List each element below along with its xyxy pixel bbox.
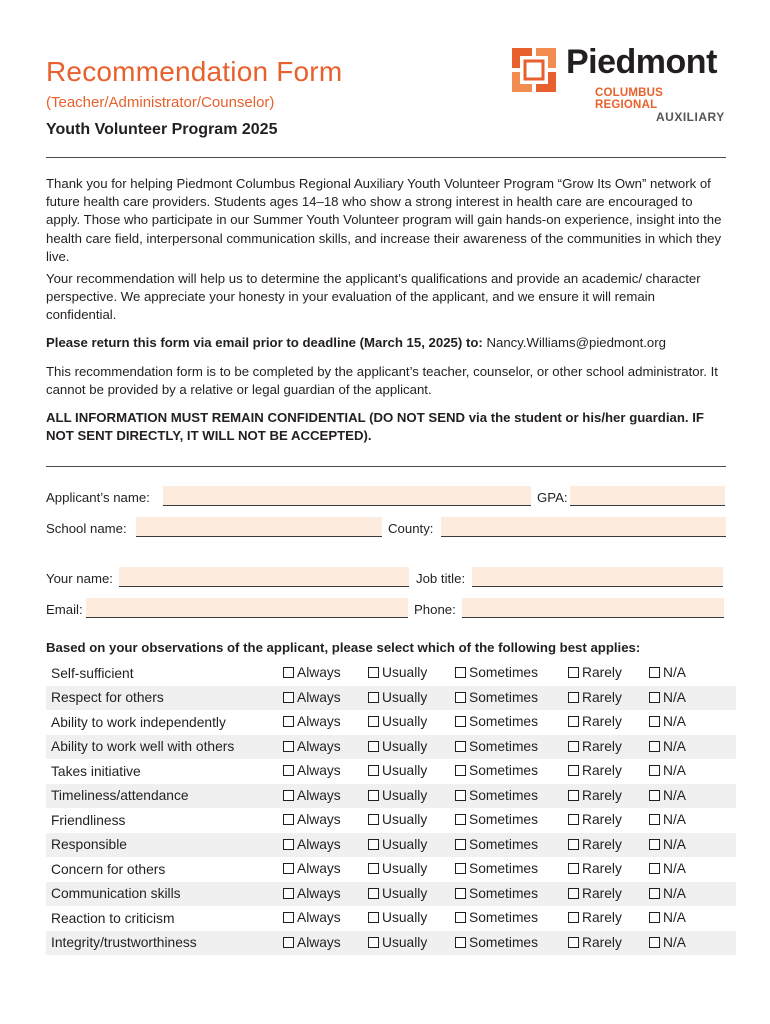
rating-option-label: Always <box>297 812 341 828</box>
rating-option-cell <box>568 784 649 809</box>
confidential-notice: ALL INFORMATION MUST REMAIN CONFIDENTIAL (DO NOT SEND via the student or his/her guardian. IF NOT SENT DIRECTLY, IT WILL NOT BE ACCEPTED). <box>46 410 704 444</box>
rating-option-label: Usually <box>382 763 428 779</box>
rating-option-na[interactable] <box>649 886 686 901</box>
checkbox-icon[interactable] <box>283 814 294 825</box>
piedmont-logo <box>512 43 726 126</box>
rating-option-cell <box>568 833 649 858</box>
rating-option-cell <box>283 784 368 809</box>
logo-auxiliary: AUXILIARY <box>656 110 725 124</box>
checkbox-icon[interactable] <box>283 667 294 678</box>
rating-option-label: Sometimes <box>469 787 539 803</box>
rating-option-sometimes[interactable] <box>455 739 538 754</box>
rating-option-usually[interactable] <box>368 861 427 876</box>
checkbox-icon[interactable] <box>568 765 579 776</box>
rating-row <box>46 686 736 711</box>
rating-option-usually[interactable] <box>368 714 427 729</box>
rating-option-label: Usually <box>382 665 428 681</box>
rating-option-na[interactable] <box>649 788 686 803</box>
rating-option-cell <box>283 833 368 858</box>
checkbox-icon[interactable] <box>455 814 466 825</box>
rating-option-na[interactable] <box>649 714 686 729</box>
rating-trait-label: Respect for others <box>46 686 283 711</box>
rating-option-na[interactable] <box>649 910 686 925</box>
rating-option-label: Usually <box>382 885 428 901</box>
rating-option-label: Always <box>297 934 341 950</box>
rating-option-cell <box>368 735 455 760</box>
rating-option-label: Rarely <box>582 861 622 877</box>
section-divider <box>46 466 726 467</box>
rating-option-always[interactable] <box>283 910 341 925</box>
rating-option-label: N/A <box>663 910 686 926</box>
gpa-input[interactable] <box>570 486 725 506</box>
email-label: Email: <box>46 602 83 617</box>
rating-option-label: Always <box>297 885 341 901</box>
checkbox-icon[interactable] <box>368 937 379 948</box>
checkbox-icon[interactable] <box>568 937 579 948</box>
rating-option-cell <box>368 808 455 833</box>
rating-option-label: Rarely <box>582 689 622 705</box>
rating-option-cell <box>368 906 455 931</box>
rating-trait-label: Communication skills <box>46 882 283 907</box>
rating-option-label: Always <box>297 714 341 730</box>
rating-table <box>46 661 736 955</box>
checkbox-icon[interactable] <box>283 912 294 923</box>
rating-option-usually[interactable] <box>368 763 427 778</box>
rating-option-label: Always <box>297 665 341 681</box>
rating-option-label: Always <box>297 763 341 779</box>
rating-option-label: Rarely <box>582 714 622 730</box>
intro-paragraph-4: This recommendation form is to be completed by the applicant’s teacher, counselor, or other school administrator. It cannot be provided by a relative or legal guardian of the applicant. <box>46 364 718 398</box>
rating-option-label: Usually <box>382 714 428 730</box>
rating-trait-label: Timeliness/attendance <box>46 784 283 809</box>
rating-option-label: N/A <box>663 787 686 803</box>
rating-option-label: Rarely <box>582 812 622 828</box>
your-name-label: Your name: <box>46 571 113 586</box>
checkbox-icon[interactable] <box>455 937 466 948</box>
rating-option-cell <box>649 882 736 907</box>
rating-trait-label: Ability to work well with others <box>46 735 283 760</box>
rating-row <box>46 735 736 760</box>
rating-option-label: N/A <box>663 812 686 828</box>
rating-option-cell <box>455 710 568 735</box>
checkbox-icon[interactable] <box>368 839 379 850</box>
rating-option-label: N/A <box>663 836 686 852</box>
rating-option-cell <box>455 833 568 858</box>
rating-option-cell <box>283 857 368 882</box>
rating-option-label: Sometimes <box>469 738 539 754</box>
rating-option-always[interactable] <box>283 739 341 754</box>
rating-option-rarely[interactable] <box>568 788 622 803</box>
rating-option-label: Sometimes <box>469 714 539 730</box>
checkbox-icon[interactable] <box>455 667 466 678</box>
rating-option-sometimes[interactable] <box>455 714 538 729</box>
rating-option-cell <box>455 735 568 760</box>
rating-option-usually[interactable] <box>368 690 427 705</box>
checkbox-icon[interactable] <box>649 790 660 801</box>
checkbox-icon[interactable] <box>568 741 579 752</box>
checkbox-icon[interactable] <box>368 741 379 752</box>
rating-option-cell <box>649 735 736 760</box>
rating-option-sometimes[interactable] <box>455 837 538 852</box>
rating-option-always[interactable] <box>283 690 341 705</box>
rating-option-label: Sometimes <box>469 763 539 779</box>
rating-option-label: Always <box>297 689 341 705</box>
rating-option-label: N/A <box>663 738 686 754</box>
rating-option-rarely[interactable] <box>568 886 622 901</box>
rating-option-sometimes[interactable] <box>455 665 538 680</box>
checkbox-icon[interactable] <box>649 814 660 825</box>
rating-option-cell <box>283 882 368 907</box>
checkbox-icon[interactable] <box>649 863 660 874</box>
checkbox-icon[interactable] <box>368 667 379 678</box>
checkbox-icon[interactable] <box>283 888 294 899</box>
rating-option-sometimes[interactable] <box>455 910 538 925</box>
rating-option-label: Always <box>297 861 341 877</box>
rating-row <box>46 784 736 809</box>
rating-option-cell <box>649 833 736 858</box>
rating-row <box>46 931 736 956</box>
rating-option-label: Rarely <box>582 738 622 754</box>
checkbox-icon[interactable] <box>649 937 660 948</box>
return-instructions <box>46 334 726 352</box>
rating-option-label: N/A <box>663 665 686 681</box>
rating-option-cell <box>368 759 455 784</box>
checkbox-icon[interactable] <box>568 814 579 825</box>
rating-option-sometimes[interactable] <box>455 763 538 778</box>
rating-option-label: N/A <box>663 861 686 877</box>
rating-row <box>46 759 736 784</box>
rating-option-cell <box>649 759 736 784</box>
checkbox-icon[interactable] <box>283 716 294 727</box>
checkbox-icon[interactable] <box>283 863 294 874</box>
checkbox-icon[interactable] <box>649 765 660 776</box>
rating-row <box>46 808 736 833</box>
rating-option-label: Sometimes <box>469 910 539 926</box>
rating-option-cell <box>568 686 649 711</box>
rating-option-label: Usually <box>382 836 428 852</box>
rating-option-sometimes[interactable] <box>455 690 538 705</box>
rating-option-cell <box>568 735 649 760</box>
rating-option-label: Usually <box>382 738 428 754</box>
program-name: Youth Volunteer Program 2025 <box>46 121 278 138</box>
checkbox-icon[interactable] <box>568 667 579 678</box>
rating-option-label: Always <box>297 787 341 803</box>
rating-option-sometimes[interactable] <box>455 935 538 950</box>
rating-option-rarely[interactable] <box>568 739 622 754</box>
rating-option-label: N/A <box>663 763 686 779</box>
rating-option-rarely[interactable] <box>568 763 622 778</box>
job-title-input[interactable] <box>472 567 723 587</box>
rating-option-label: N/A <box>663 934 686 950</box>
phone-input[interactable] <box>462 598 724 618</box>
rating-option-cell <box>283 710 368 735</box>
rating-option-cell <box>455 931 568 956</box>
rating-option-label: Usually <box>382 910 428 926</box>
rating-row <box>46 906 736 931</box>
checkbox-icon[interactable] <box>455 839 466 850</box>
rating-option-cell <box>568 857 649 882</box>
checkbox-icon[interactable] <box>649 741 660 752</box>
rating-option-sometimes[interactable] <box>455 812 538 827</box>
rating-option-label: Usually <box>382 812 428 828</box>
rating-option-na[interactable] <box>649 837 686 852</box>
rating-option-label: Rarely <box>582 665 622 681</box>
rating-option-na[interactable] <box>649 763 686 778</box>
rating-option-label: Rarely <box>582 836 622 852</box>
checkbox-icon[interactable] <box>368 912 379 923</box>
rating-trait-label: Integrity/trustworthiness <box>46 931 283 956</box>
header-divider <box>46 157 726 158</box>
rating-option-label: Sometimes <box>469 812 539 828</box>
rating-option-label: Sometimes <box>469 689 539 705</box>
checkbox-icon[interactable] <box>649 692 660 703</box>
checkbox-icon[interactable] <box>455 716 466 727</box>
rating-option-cell <box>283 808 368 833</box>
checkbox-icon[interactable] <box>283 692 294 703</box>
rating-trait-label: Reaction to criticism <box>51 910 175 926</box>
return-email: Nancy.Williams@piedmont.org <box>482 335 666 350</box>
checkbox-icon[interactable] <box>568 692 579 703</box>
rating-option-cell <box>568 661 649 686</box>
rating-option-label: Sometimes <box>469 836 539 852</box>
rating-option-cell <box>283 686 368 711</box>
checkbox-icon[interactable] <box>283 937 294 948</box>
rating-row <box>46 710 736 735</box>
rating-option-sometimes[interactable] <box>455 788 538 803</box>
rating-option-na[interactable] <box>649 690 686 705</box>
rating-option-label: Sometimes <box>469 861 539 877</box>
rating-option-cell <box>649 906 736 931</box>
rating-option-label: Rarely <box>582 885 622 901</box>
applicant-name-input[interactable] <box>163 486 531 506</box>
rating-trait-label: Self-sufficient <box>51 665 134 681</box>
rating-option-rarely[interactable] <box>568 690 622 705</box>
your-name-input[interactable] <box>119 567 409 587</box>
checkbox-icon[interactable] <box>649 716 660 727</box>
checkbox-icon[interactable] <box>568 863 579 874</box>
logo-name: Piedmont <box>566 43 717 81</box>
rating-row <box>46 661 736 686</box>
rating-option-cell <box>649 808 736 833</box>
rating-option-usually[interactable] <box>368 739 427 754</box>
rating-option-cell <box>455 906 568 931</box>
checkbox-icon[interactable] <box>283 790 294 801</box>
intro-paragraph-1: Thank you for helping Piedmont Columbus Regional Auxiliary Youth Volunteer Program “Grow Its Own” network of future health care providers. Students ages 14–18 who show a strong interest in health care are encouraged to apply. Those who participate in our Summer Youth Volunteer program will gain hands-on experience, insight into the health care field, interpersonal communication skills, and increase their awareness of the communities in which they live. <box>46 176 722 264</box>
job-title-label: Job title: <box>416 571 466 586</box>
piedmont-logo-icon <box>512 48 556 92</box>
rating-option-always[interactable] <box>283 763 341 778</box>
rating-option-cell <box>649 857 736 882</box>
logo-subtitle: COLUMBUS REGIONAL <box>595 87 664 111</box>
rating-option-cell <box>649 710 736 735</box>
gpa-label: GPA: <box>537 490 568 505</box>
checkbox-icon[interactable] <box>368 765 379 776</box>
checkbox-icon[interactable] <box>455 888 466 899</box>
rating-option-cell <box>368 784 455 809</box>
school-name-input[interactable] <box>136 517 382 537</box>
rating-option-usually[interactable] <box>368 910 427 925</box>
checkbox-icon[interactable] <box>368 814 379 825</box>
checkbox-icon[interactable] <box>455 790 466 801</box>
rating-option-cell <box>368 686 455 711</box>
rating-trait-label: Takes initiative <box>51 763 141 779</box>
rating-option-sometimes[interactable] <box>455 886 538 901</box>
rating-row <box>46 857 736 882</box>
rating-trait-label: Concern for others <box>51 861 166 877</box>
rating-row <box>46 833 736 858</box>
rating-option-na[interactable] <box>649 935 686 950</box>
rating-option-label: Always <box>297 910 341 926</box>
rating-option-always[interactable] <box>283 665 341 680</box>
rating-option-cell <box>283 906 368 931</box>
rating-option-cell <box>455 661 568 686</box>
applicant-name-label: Applicant’s name: <box>46 490 150 505</box>
checkbox-icon[interactable] <box>568 912 579 923</box>
checkbox-icon[interactable] <box>649 912 660 923</box>
rating-option-always[interactable] <box>283 935 341 950</box>
rating-option-cell <box>283 661 368 686</box>
rating-option-rarely[interactable] <box>568 812 622 827</box>
rating-trait-label: Friendliness <box>51 812 126 828</box>
rating-option-cell <box>283 931 368 956</box>
rating-option-cell <box>368 661 455 686</box>
checkbox-icon[interactable] <box>649 888 660 899</box>
rating-option-always[interactable] <box>283 861 341 876</box>
rating-option-label: Sometimes <box>469 665 539 681</box>
rating-option-cell <box>649 784 736 809</box>
rating-option-usually[interactable] <box>368 886 427 901</box>
checkbox-icon[interactable] <box>283 765 294 776</box>
rating-option-usually[interactable] <box>368 788 427 803</box>
rating-option-label: Rarely <box>582 934 622 950</box>
county-label: County: <box>388 521 434 536</box>
rating-option-na[interactable] <box>649 861 686 876</box>
rating-option-cell <box>455 686 568 711</box>
rating-option-cell <box>568 710 649 735</box>
checkbox-icon[interactable] <box>455 912 466 923</box>
rating-option-rarely[interactable] <box>568 910 622 925</box>
rating-option-label: N/A <box>663 689 686 705</box>
rating-option-cell <box>649 686 736 711</box>
rating-option-always[interactable] <box>283 886 341 901</box>
school-name-label: School name: <box>46 521 127 536</box>
rating-option-usually[interactable] <box>368 812 427 827</box>
checkbox-icon[interactable] <box>368 692 379 703</box>
rating-option-cell <box>568 931 649 956</box>
rating-option-cell <box>283 735 368 760</box>
rating-option-label: Sometimes <box>469 885 539 901</box>
rating-option-always[interactable] <box>283 788 341 803</box>
checkbox-icon[interactable] <box>455 863 466 874</box>
rating-option-rarely[interactable] <box>568 837 622 852</box>
rating-option-cell <box>649 931 736 956</box>
email-input[interactable] <box>86 598 408 618</box>
form-title: Recommendation Form <box>46 56 343 87</box>
rating-option-cell <box>455 759 568 784</box>
rating-option-label: Sometimes <box>469 934 539 950</box>
return-deadline: Please return this form via email prior to deadline (March 15, 2025) to: <box>46 335 483 350</box>
checkbox-icon[interactable] <box>649 667 660 678</box>
rating-option-cell <box>568 906 649 931</box>
rating-option-cell <box>455 882 568 907</box>
rating-option-rarely[interactable] <box>568 665 622 680</box>
rating-option-label: Rarely <box>582 787 622 803</box>
rating-row <box>46 882 736 907</box>
rating-option-rarely[interactable] <box>568 861 622 876</box>
rating-option-na[interactable] <box>649 812 686 827</box>
checkbox-icon[interactable] <box>455 692 466 703</box>
checkbox-icon[interactable] <box>649 839 660 850</box>
checkbox-icon[interactable] <box>283 741 294 752</box>
rating-option-label: Rarely <box>582 910 622 926</box>
rating-option-cell <box>455 857 568 882</box>
rating-option-cell <box>568 808 649 833</box>
rating-option-label: Rarely <box>582 763 622 779</box>
rating-option-label: Always <box>297 836 341 852</box>
rating-option-cell <box>368 931 455 956</box>
checkbox-icon[interactable] <box>368 863 379 874</box>
rating-option-cell <box>283 759 368 784</box>
checkbox-icon[interactable] <box>368 888 379 899</box>
rating-option-na[interactable] <box>649 739 686 754</box>
checkbox-icon[interactable] <box>568 888 579 899</box>
rating-question: Based on your observations of the applicant, please select which of the following best applies: <box>46 640 641 655</box>
checkbox-icon[interactable] <box>568 839 579 850</box>
rating-option-cell <box>568 759 649 784</box>
checkbox-icon[interactable] <box>455 765 466 776</box>
rating-option-label: Usually <box>382 934 428 950</box>
intro-paragraph-2: Your recommendation will help us to determine the applicant’s qualifications and provide an academic/ character perspective. We appreciate your honesty in your evaluation of the applicant, and we ensure it will remain confidential. <box>46 271 701 323</box>
rating-option-cell <box>368 882 455 907</box>
rating-option-na[interactable] <box>649 665 686 680</box>
rating-option-cell <box>649 661 736 686</box>
checkbox-icon[interactable] <box>283 839 294 850</box>
rating-option-cell <box>455 808 568 833</box>
checkbox-icon[interactable] <box>568 716 579 727</box>
rating-option-cell <box>368 857 455 882</box>
rating-trait-label: Ability to work independently <box>51 714 226 730</box>
rating-option-always[interactable] <box>283 714 341 729</box>
rating-option-cell <box>368 833 455 858</box>
form-subtitle: (Teacher/Administrator/Counselor) <box>46 94 275 111</box>
rating-trait-label: Responsible <box>46 833 283 858</box>
rating-option-usually[interactable] <box>368 665 427 680</box>
rating-option-rarely[interactable] <box>568 935 622 950</box>
phone-label: Phone: <box>414 602 456 617</box>
checkbox-icon[interactable] <box>368 716 379 727</box>
county-input[interactable] <box>441 517 726 537</box>
checkbox-icon[interactable] <box>455 741 466 752</box>
rating-option-cell <box>368 710 455 735</box>
rating-option-cell <box>455 784 568 809</box>
rating-option-usually[interactable] <box>368 935 427 950</box>
rating-option-rarely[interactable] <box>568 714 622 729</box>
rating-option-always[interactable] <box>283 812 341 827</box>
checkbox-icon[interactable] <box>568 790 579 801</box>
rating-option-label: Usually <box>382 689 428 705</box>
rating-option-cell <box>568 882 649 907</box>
rating-option-usually[interactable] <box>368 837 427 852</box>
rating-option-label: N/A <box>663 885 686 901</box>
rating-option-label: N/A <box>663 714 686 730</box>
rating-option-sometimes[interactable] <box>455 861 538 876</box>
rating-option-label: Always <box>297 738 341 754</box>
rating-option-always[interactable] <box>283 837 341 852</box>
rating-option-label: Usually <box>382 787 428 803</box>
checkbox-icon[interactable] <box>368 790 379 801</box>
rating-option-label: Usually <box>382 861 428 877</box>
